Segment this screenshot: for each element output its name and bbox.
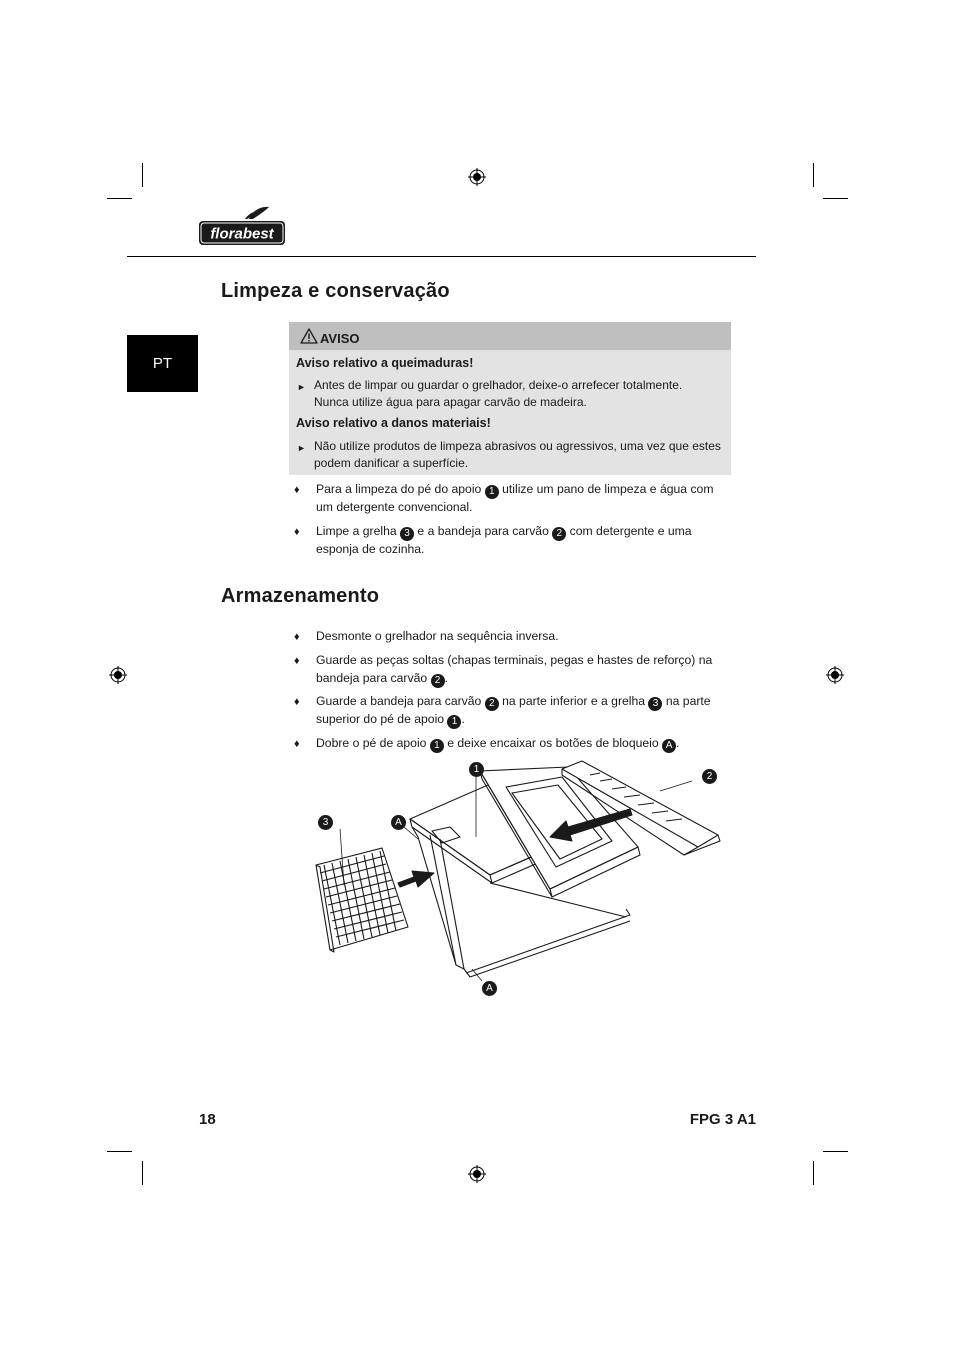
language-tab (127, 335, 198, 392)
diamond-bullet-icon: ♦ (294, 631, 300, 643)
part-number-badge: 1 (485, 485, 499, 499)
crop-mark (813, 163, 814, 187)
part-label-a: A (391, 815, 406, 830)
warning-title: AVISO (320, 331, 360, 346)
diamond-bullet-icon: ♦ (294, 696, 300, 708)
brand-name: florabest (210, 225, 274, 243)
part-number-badge: 2 (552, 527, 566, 541)
warning-text: Antes de limpar ou guardar o grelhador, deixe-o arrefecer totalmente. (314, 378, 683, 392)
grill-grate (316, 848, 408, 952)
crop-mark (823, 1151, 848, 1152)
part-number-badge: 3 (400, 527, 414, 541)
crop-mark (107, 1151, 132, 1152)
header-rule (127, 256, 756, 257)
part-number-badge: 1 (447, 715, 461, 729)
part-number-badge: 1 (430, 739, 444, 753)
crop-mark (823, 198, 848, 199)
list-item: Limpe a grelha 3 e a bandeja para carvão 2 com detergente e uma esponja de cozinha. (316, 524, 692, 556)
registration-mark-icon (468, 168, 486, 186)
list-item: Guarde as peças soltas (chapas terminais, pegas e hastes de reforço) na bandeja para carvão 2 . (316, 653, 713, 686)
arrow-bullet-icon: ► (297, 382, 306, 392)
diamond-bullet-icon: ♦ (294, 484, 300, 496)
section-title-storage: Armazenamento (221, 585, 380, 607)
crop-mark (142, 163, 143, 187)
warning-triangle-icon (300, 328, 318, 344)
arrow-bullet-icon: ► (297, 443, 306, 453)
registration-mark-icon (826, 666, 844, 684)
model-number: FPG 3 A1 (689, 1111, 756, 1128)
part-number-badge: 3 (648, 697, 662, 711)
grill-stand (410, 767, 640, 977)
list-item: Desmonte o grelhador na sequência inversa. (316, 629, 559, 643)
section-title-cleaning: Limpeza e conservação (221, 280, 450, 302)
part-label-a: A (482, 981, 497, 996)
list-item: Guarde a bandeja para carvão 2 na parte inferior e a grelha 3 na parte superior do pé de apoio 1 . (316, 694, 711, 727)
storage-illustration (300, 755, 740, 1005)
part-number-badge: A (662, 739, 676, 753)
crop-mark (107, 198, 132, 199)
language-label: PT (152, 355, 173, 372)
warning-subtitle-damage: Aviso relativo a danos materiais! (296, 416, 491, 430)
crop-mark (813, 1161, 814, 1185)
warning-box (289, 322, 731, 475)
registration-mark-icon (109, 666, 127, 684)
page-number: 18 (199, 1111, 216, 1128)
part-label-2: 2 (702, 769, 717, 784)
warning-text: Não utilize produtos de limpeza abrasivos ou agressivos, uma vez que estes (314, 439, 721, 453)
part-label-1: 1 (469, 762, 484, 777)
diamond-bullet-icon: ♦ (294, 738, 300, 750)
warning-text: podem danificar a superfície. (314, 456, 469, 470)
registration-mark-icon (468, 1165, 486, 1183)
warning-text: Nunca utilize água para apagar carvão de madeira. (314, 395, 587, 409)
part-label-3: 3 (318, 815, 333, 830)
list-item: Dobre o pé de apoio 1 e deixe encaixar os botões de bloqueio A . (316, 736, 680, 751)
crop-mark (142, 1161, 143, 1185)
list-item: Para a limpeza do pé do apoio 1 utilize um pano de limpeza e água com um detergente convencional. (316, 482, 714, 514)
diamond-bullet-icon: ♦ (294, 655, 300, 667)
part-number-badge: 2 (431, 674, 445, 688)
part-number-badge: 2 (485, 697, 499, 711)
warning-subtitle-burns: Aviso relativo a queimaduras! (296, 356, 474, 370)
diamond-bullet-icon: ♦ (294, 526, 300, 538)
florabest-logo (197, 205, 287, 247)
